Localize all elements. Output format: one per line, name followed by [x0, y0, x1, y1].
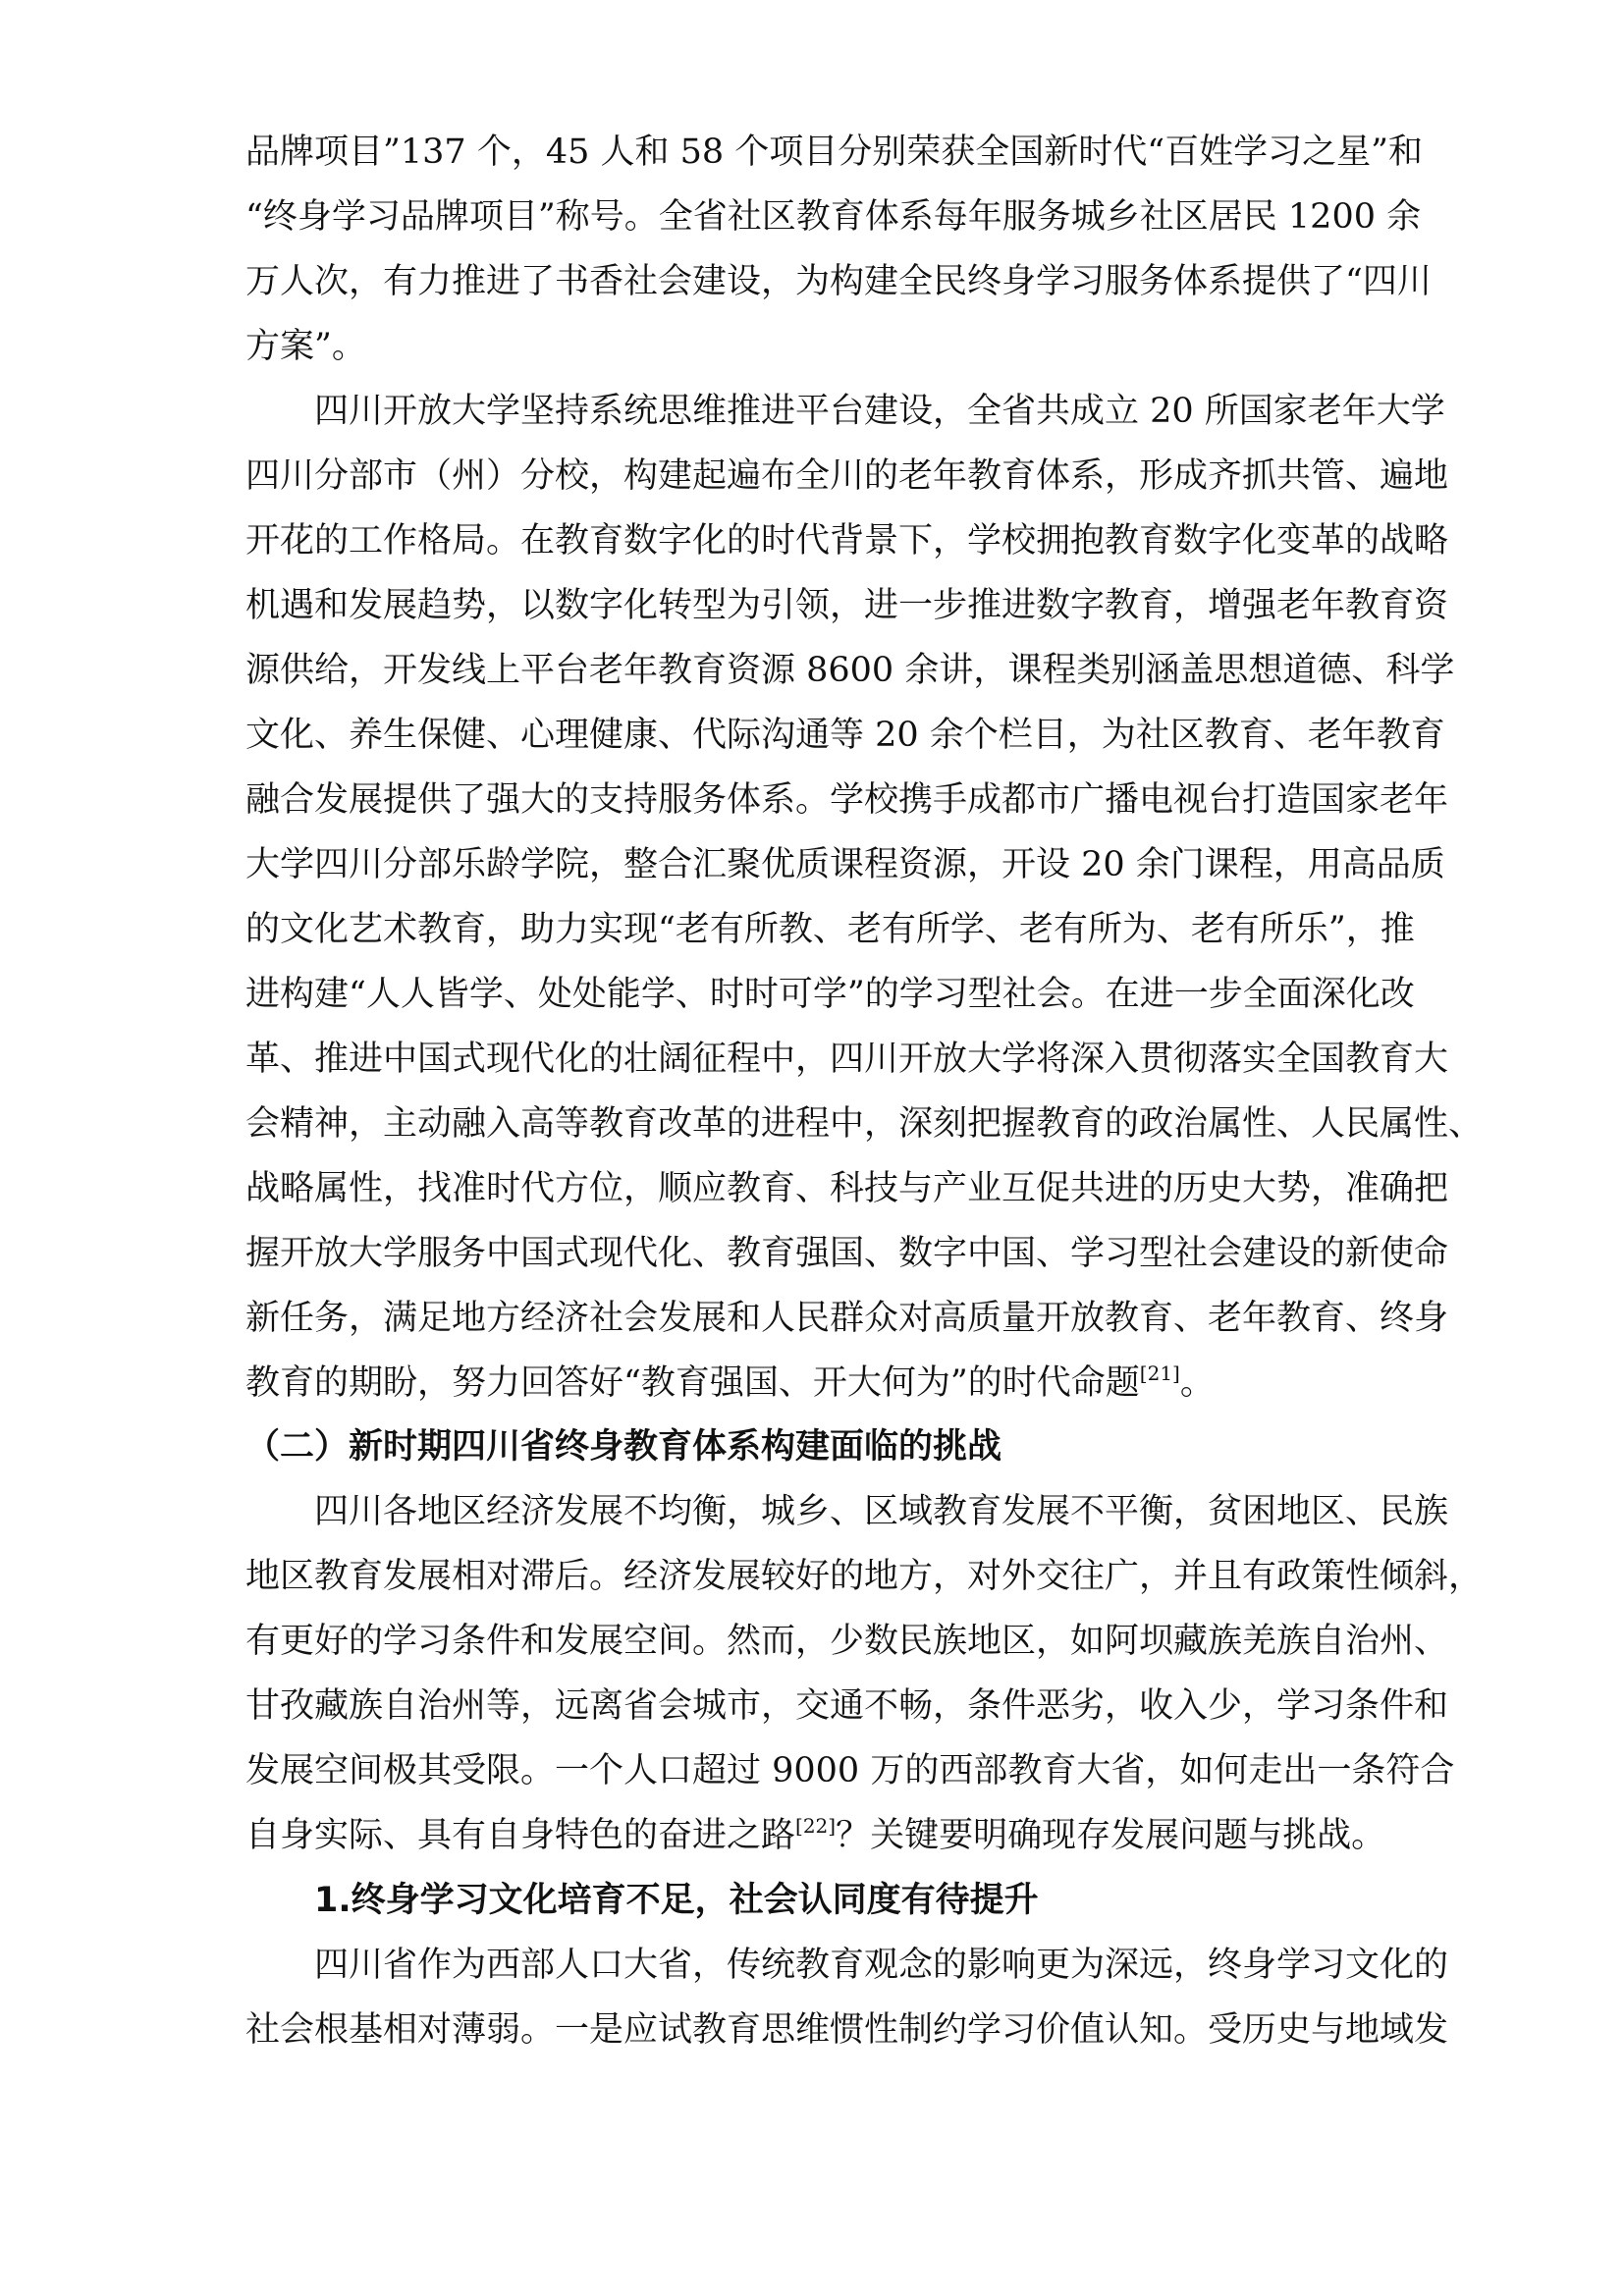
text-span: 教育的期盼，努力回答好“教育强国、开大何为”的时代命题	[245, 1363, 1140, 1403]
text-line: 文化、养生保健、心理健康、代际沟通等 20 余个栏目，为社区教育、老年教育	[245, 716, 1445, 755]
text-line: 万人次，有力推进了书香社会建设，为构建全民终身学习服务体系提供了“四川	[245, 262, 1432, 301]
text-line: 革、推进中国式现代化的壮阔征程中，四川开放大学将深入贯彻落实全国教育大	[245, 1040, 1449, 1079]
text-line: 的文化艺术教育，助力实现“老有所教、老有所学、老有所为、老有所乐”，推	[245, 910, 1415, 949]
text-line: 四川各地区经济发展不均衡，城乡、区域教育发展不平衡，贫困地区、民族	[314, 1492, 1449, 1531]
citation-ref: [22]	[795, 1814, 837, 1838]
text-line: 融合发展提供了强大的支持服务体系。学校携手成都市广播电视台打造国家老年	[245, 780, 1449, 820]
text-span: 。	[1179, 1363, 1215, 1403]
text-line: 进构建“人人皆学、处处能学、时时可学”的学习型社会。在进一步全面深化改	[245, 975, 1415, 1014]
citation-ref: [21]	[1139, 1362, 1180, 1385]
text-line: 地区教育发展相对滞后。经济发展较好的地方，对外交往广，并且有政策性倾斜，	[245, 1557, 1484, 1596]
text-line: 方案”。	[245, 327, 366, 366]
text-line: 握开放大学服务中国式现代化、教育强国、数字中国、学习型社会建设的新使命	[245, 1234, 1449, 1273]
text-line: 新任务，满足地方经济社会发展和人民群众对高质量开放教育、老年教育、终身	[245, 1299, 1449, 1338]
text-line: 有更好的学习条件和发展空间。然而，少数民族地区，如阿坝藏族羌族自治州、	[245, 1622, 1449, 1661]
text-line: 社会根基相对薄弱。一是应试教育思维惯性制约学习价值认知。受历史与地域发	[245, 2010, 1449, 2050]
text-line: 机遇和发展趋势，以数字化转型为引领，进一步推进数字教育，增强老年教育资	[245, 586, 1449, 625]
text-span: 自身实际、具有自身特色的奋进之路	[245, 1816, 796, 1855]
text-line: 四川省作为西部人口大省，传统教育观念的影响更为深远，终身学习文化的	[314, 1946, 1449, 1985]
section-heading: （二）新时期四川省终身教育体系构建面临的挑战	[245, 1427, 1002, 1467]
text-line: 甘孜藏族自治州等，远离省会城市，交通不畅，条件恶劣，收入少，学习条件和	[245, 1686, 1449, 1726]
text-span: ？关键要明确现存发展问题与挑战。	[836, 1816, 1386, 1855]
text-line	[245, 1814, 1384, 1857]
text-line: 开花的工作格局。在教育数字化的时代背景下，学校拥抱教育数字化变革的战略	[245, 521, 1449, 561]
text-line: 发展空间极其受限。一个人口超过 9000 万的西部教育大省，如何走出一条符合	[245, 1751, 1455, 1790]
text-line: 大学四川分部乐龄学院，整合汇聚优质课程资源，开设 20 余门课程，用高品质	[245, 845, 1445, 884]
text-line: “终身学习品牌项目”称号。全省社区教育体系每年服务城乡社区居民 1200 余	[245, 197, 1422, 237]
text-line: 品牌项目”137 个，45 人和 58 个项目分别荣获全国新时代“百姓学习之星”和	[245, 133, 1424, 172]
text-line: 四川分部市（州）分校，构建起遍布全川的老年教育体系，形成齐抓共管、遍地	[245, 456, 1449, 496]
text-line: 会精神，主动融入高等教育改革的进程中，深刻把握教育的政治属性、人民属性、	[245, 1104, 1484, 1144]
text-line: 源供给，开发线上平台老年教育资源 8600 余讲，课程类别涵盖思想道德、科学	[245, 651, 1455, 690]
subsection-heading: 1.终身学习文化培育不足，社会认同度有待提升	[314, 1881, 1039, 1920]
text-line: 四川开放大学坚持系统思维推进平台建设，全省共成立 20 所国家老年大学	[314, 392, 1445, 431]
text-line	[245, 1362, 1384, 1405]
text-line: 战略属性，找准时代方位，顺应教育、科技与产业互促共进的历史大势，准确把	[245, 1169, 1449, 1208]
